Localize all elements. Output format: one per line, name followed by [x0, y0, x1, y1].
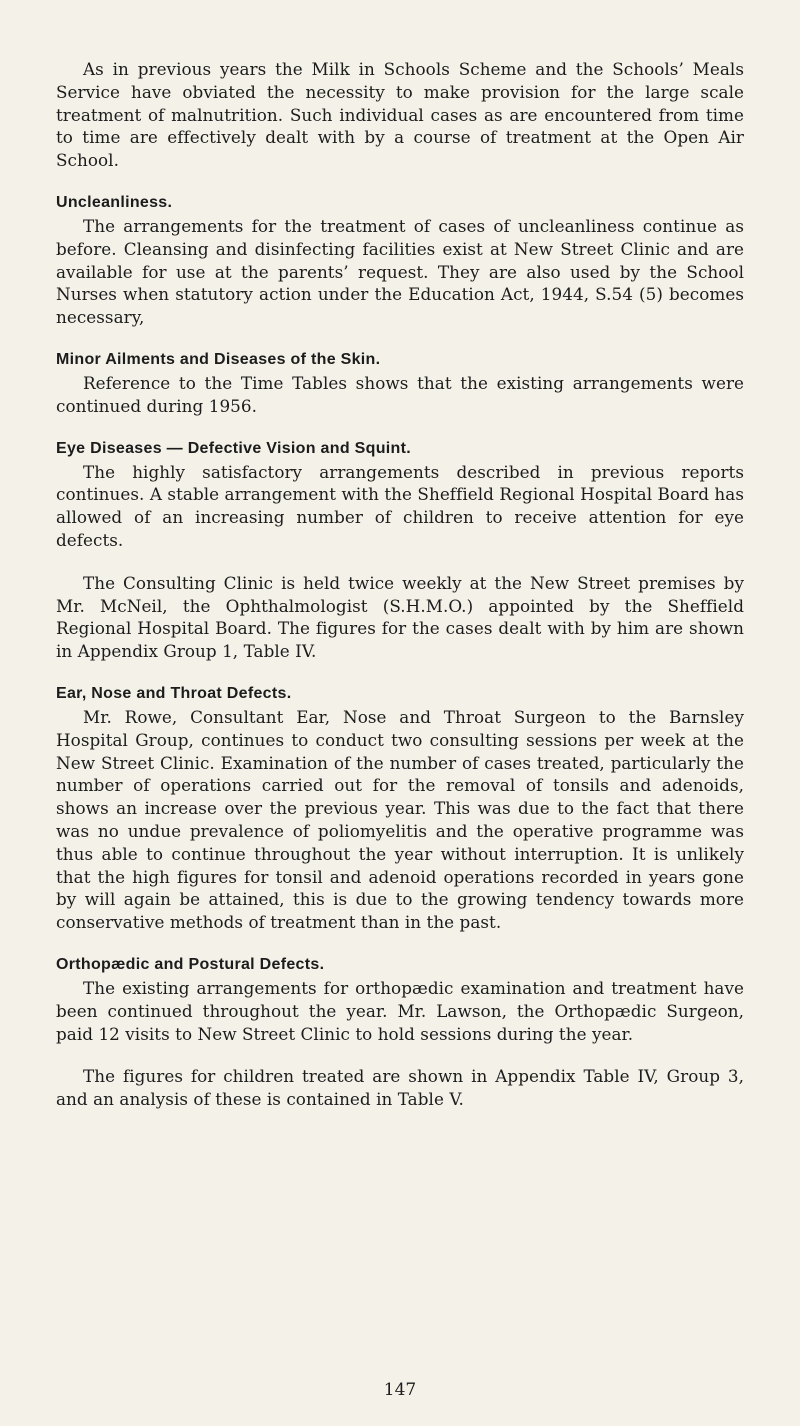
section-heading: Uncleanliness.: [56, 193, 173, 211]
section-heading: Minor Ailments and Diseases of the Skin.: [56, 350, 381, 368]
section-eye-diseases: [56, 438, 744, 663]
section-ear-nose-throat: [56, 683, 744, 934]
section-paragraph: The arrangements for the treatment of cases of uncleanliness continue as before. Cleansing and disinfecting facilities exist at New Street Clinic and are available for use at the parents’ request. They are also used by the School Nurses when statutory action under the Education Act, 1944, S.54 (5) becomes necessary,: [56, 215, 744, 328]
section-heading: Ear, Nose and Throat Defects.: [56, 684, 292, 702]
section-minor-ailments: [56, 349, 744, 418]
section-paragraph: Reference to the Time Tables shows that the existing arrangements were continued during 1956.: [56, 372, 744, 416]
section-heading: Eye Diseases — Defective Vision and Squint.: [56, 439, 411, 457]
intro-paragraph: As in previous years the Milk in Schools Scheme and the Schools’ Meals Service have obviated the necessity to make provision for the large scale treatment of malnutrition. Such individual cases as are encountered from time to time are effectively dealt with by a course of treatment at the Open Air School.: [56, 59, 744, 171]
page-number: 147: [383, 1380, 417, 1400]
document-page: [56, 58, 744, 1131]
section-orthopaedic: [56, 954, 744, 1111]
section-paragraph: The highly satisfactory arrangements described in previous reports continues. A stable arrangement with the Sheffield Regional Hospital Board has allowed of an increasing number of children to receive attention for eye defects.: [56, 461, 744, 550]
section-paragraph: The existing arrangements for orthopædic examination and treatment have been continued throughout the year. Mr. Lawson, the Orthopædic Surgeon, paid 12 visits to New Street Clinic to hold sessions during the year.: [56, 977, 744, 1044]
section-paragraph: Mr. Rowe, Consultant Ear, Nose and Throat Surgeon to the Barnsley Hospital Group, continues to conduct two consulting sessions per week at the New Street Clinic. Examination of the number of cases treated, particularly the number of operations carried out for the removal of tonsils and adenoids, shows an increase over the previous year. This was due to the fact that there was no undue prevalence of poliomyelitis and the operative programme was thus able to continue throughout the year without interruption. It is unlikely that the high figures for tonsil and adenoid operations recorded in years gone by will again be attained, this is due to the growing tendency towards more conservative methods of treatment than in the past.: [56, 706, 744, 933]
section-uncleanliness: [56, 192, 744, 329]
section-heading: Orthopædic and Postural Defects.: [56, 955, 325, 973]
section-paragraph: The figures for children treated are shown in Appendix Table IV, Group 3, and an analysis of these is contained in Table V.: [56, 1066, 744, 1110]
section-paragraph: The Consulting Clinic is held twice weekly at the New Street premises by Mr. McNeil, the Ophthalmologist (S.H.M.O.) appointed by the Sheffield Regional Hospital Board. The figures for the cases dealt with by him are shown in Appendix Group 1, Table IV.: [56, 572, 744, 662]
